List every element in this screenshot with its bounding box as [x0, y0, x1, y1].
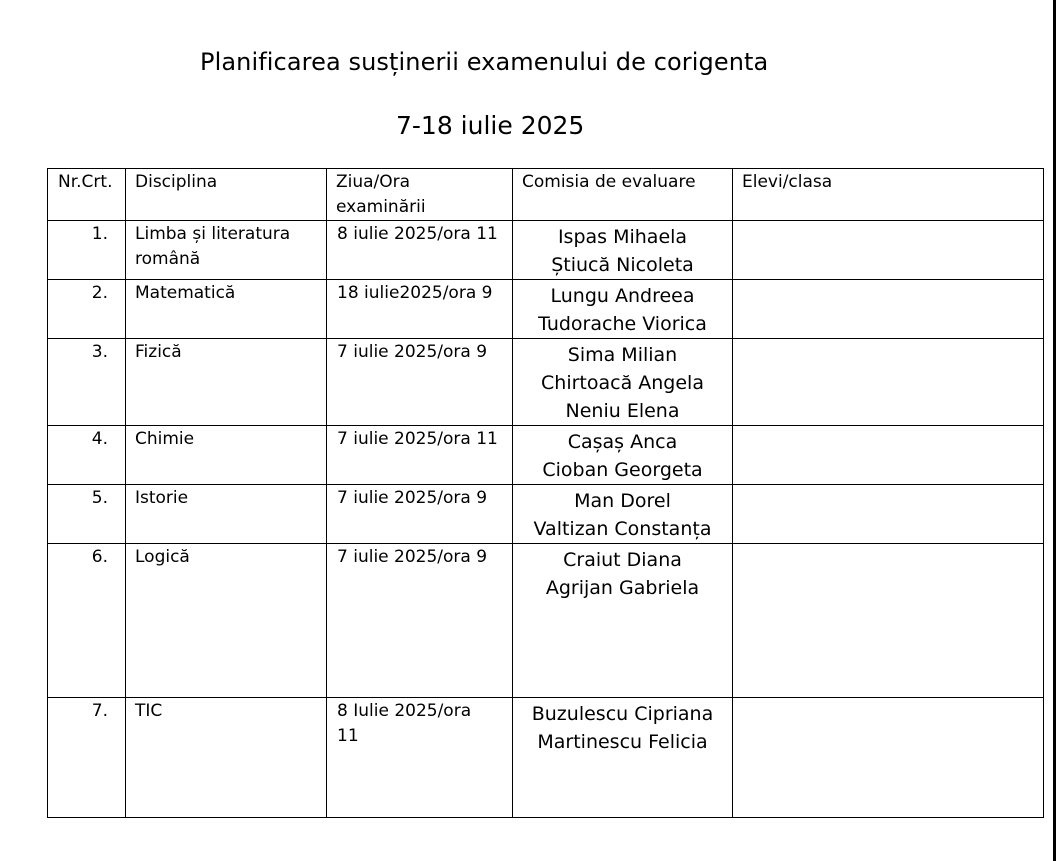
- cell-comisia-line: Cașaș Anca: [567, 431, 678, 453]
- cell-elevi: [733, 221, 1044, 280]
- cell-elevi: [733, 698, 1044, 818]
- table-body: [48, 221, 1044, 818]
- cell-ziua-line: 7 iulie 2025/ora 9: [337, 342, 488, 362]
- cell-nr: 1.: [48, 221, 126, 280]
- cell-disciplina: [126, 544, 327, 698]
- cell-comisia-line: Sima Milian: [567, 344, 678, 366]
- cell-disciplina-line: Matematică: [135, 283, 236, 303]
- table-row: [48, 280, 1044, 339]
- cell-elevi: [733, 544, 1044, 698]
- table-row: [48, 339, 1044, 426]
- table-row: [48, 221, 1044, 280]
- cell-comisia-line: Chirtoacă Angela: [541, 372, 704, 394]
- cell-comisia-line: Cioban Georgeta: [542, 459, 703, 481]
- cell-ziua-line: 8 iulie 2025/ora 11: [337, 224, 498, 244]
- cell-elevi: [733, 339, 1044, 426]
- header-nr: Nr.Crt.: [48, 169, 126, 221]
- cell-ziua-line: 8 Iulie 2025/ora: [337, 701, 472, 721]
- cell-comisia-line: Martinescu Felicia: [537, 731, 708, 753]
- cell-ziua: [327, 221, 513, 280]
- cell-disciplina: [126, 426, 327, 485]
- cell-ziua-line: 7 iulie 2025/ora 11: [337, 429, 498, 449]
- cell-disciplina: [126, 485, 327, 544]
- header-elevi: Elevi/clasa: [733, 169, 1044, 221]
- cell-ziua-line: 7 iulie 2025/ora 9: [337, 488, 488, 508]
- cell-disciplina-line: Istorie: [135, 488, 189, 508]
- table-row: [48, 485, 1044, 544]
- cell-nr: 4.: [48, 426, 126, 485]
- cell-disciplina: [126, 280, 327, 339]
- cell-comisia-line: Neniu Elena: [565, 400, 680, 422]
- cell-elevi: [733, 280, 1044, 339]
- header-ziua-line: Ziua/Ora: [336, 172, 411, 192]
- cell-disciplina: [126, 221, 327, 280]
- cell-comisia: [513, 221, 733, 280]
- cell-comisia-line: Man Dorel: [574, 490, 671, 512]
- cell-nr: 2.: [48, 280, 126, 339]
- table-header-row: [48, 169, 1044, 221]
- cell-comisia-line: Tudorache Viorica: [538, 313, 707, 335]
- cell-ziua: [327, 280, 513, 339]
- cell-comisia: [513, 339, 733, 426]
- cell-disciplina: [126, 339, 327, 426]
- cell-disciplina-line: Chimie: [135, 429, 195, 449]
- cell-comisia: [513, 426, 733, 485]
- header-disciplina: Disciplina: [126, 169, 327, 221]
- cell-ziua-line: 18 iulie2025/ora 9: [337, 283, 493, 303]
- table-row: [48, 698, 1044, 818]
- cell-comisia-line: Craiut Diana: [563, 549, 682, 571]
- cell-comisia: [513, 485, 733, 544]
- cell-nr: 3.: [48, 339, 126, 426]
- cell-nr: 7.: [48, 698, 126, 818]
- cell-comisia-line: Știucă Nicoleta: [551, 254, 694, 276]
- cell-disciplina: [126, 698, 327, 818]
- cell-disciplina-line: Logică: [135, 547, 190, 567]
- cell-ziua: [327, 426, 513, 485]
- cell-comisia-line: Lungu Andreea: [550, 285, 695, 307]
- document-dates: 7-18 iulie 2025: [396, 111, 585, 140]
- cell-nr: 6.: [48, 544, 126, 698]
- table-row: [48, 426, 1044, 485]
- cell-comisia-line: Valtizan Constanța: [533, 518, 712, 540]
- cell-comisia-line: Agrijan Gabriela: [545, 577, 700, 599]
- cell-comisia: [513, 280, 733, 339]
- cell-disciplina-line: Fizică: [135, 342, 182, 362]
- cell-ziua: [327, 544, 513, 698]
- cell-disciplina-line: TIC: [135, 701, 163, 721]
- cell-comisia: [513, 544, 733, 698]
- cell-disciplina-line: Limba și literatura: [135, 224, 291, 244]
- cell-ziua: [327, 339, 513, 426]
- document-title: Planificarea susținerii examenului de corigenta: [200, 48, 769, 76]
- table-row: [48, 544, 1044, 698]
- cell-ziua-line: 7 iulie 2025/ora 9: [337, 547, 488, 567]
- cell-ziua: [327, 698, 513, 818]
- cell-comisia-line: Buzulescu Cipriana: [531, 703, 714, 725]
- cell-ziua: [327, 485, 513, 544]
- header-ziua-line: examinării: [336, 197, 426, 217]
- cell-disciplina-line: română: [135, 249, 201, 269]
- cell-nr: 5.: [48, 485, 126, 544]
- cell-ziua-line: 11: [337, 726, 359, 746]
- cell-comisia-line: Ispas Mihaela: [557, 226, 688, 248]
- schedule-table: [47, 168, 1044, 818]
- cell-comisia: [513, 698, 733, 818]
- header-comisia: Comisia de evaluare: [513, 169, 733, 221]
- header-ziua: [327, 169, 513, 221]
- cell-elevi: [733, 426, 1044, 485]
- cell-elevi: [733, 485, 1044, 544]
